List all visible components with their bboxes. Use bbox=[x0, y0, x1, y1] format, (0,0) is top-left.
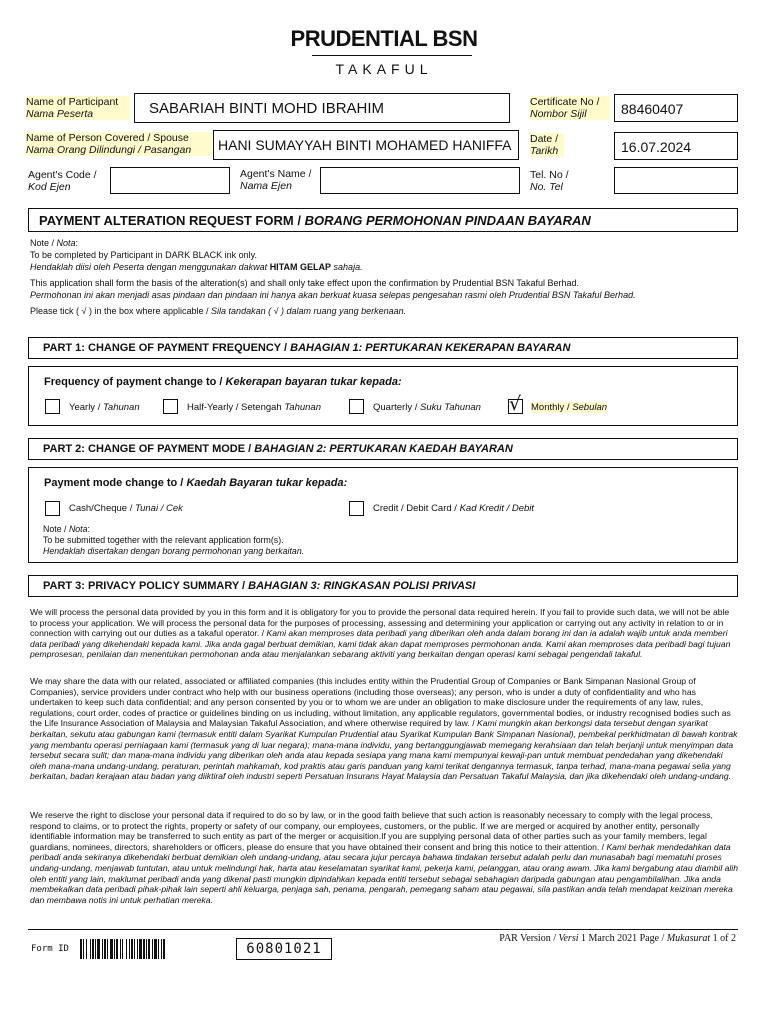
note-block: Note / Nota: To be completed by Participant in DARK BLACK ink only. Hendaklah diisi oleh Peserta dengan menggunakan dakwat HITAM GELAP sahaja. This application shall form the basis of the alteration(s) and shall only take effect upon the confirmation by Prudential BSN Takaful Berhad. Permohonan ini akan menjadi asas pindaan dan pindaan ini hanya akan berkuat kuasa selepas pengesahan rasmi oleh Prudential BSN Takaful Berhad. Please tick ( √ ) in the box where applicable / Sila tandakan ( √ ) dalam ruang yang berkenaan. bbox=[30, 238, 636, 316]
yearly-label: Yearly / Tahunan bbox=[69, 402, 140, 413]
credit-debit-checkbox[interactable] bbox=[349, 501, 364, 516]
part3-title: PART 3: PRIVACY POLICY SUMMARY / BAHAGIAN 3: RINGKASAN POLISI PRIVASI bbox=[43, 580, 476, 592]
date-field[interactable]: 16.07.2024 bbox=[614, 132, 738, 160]
brand-logo: PRUDENTIAL BSN bbox=[290, 26, 478, 51]
privacy-paragraph-1: We will process the personal data provided by you in this form and it is obligatory for you to provide the personal data required herein. If you fail to provide such data, we will not be able to process your application. We will process the personal data for the purposes of processing, assessing and determining your application or carrying out any activity in relation to or in connection with carrying out our duties as a takaful operator. / Kami akan memproses data peribadi yang diberikan oleh anda dalam borang ini dan ia adalah wajib untuk anda memberi data peribadi yang dikehendaki kepada kami. Jika anda gagal berbuat demikian, kami tidak akan dapat memproses permohonan anda. Kami akan memproses data peribadi bagi tujuan pemprosesan, penilaian dan menentukan permohonan anda atau menjalankan sebarang aktiviti yang berkaitan dengan operasi kami sebagai pengendali takaful. bbox=[30, 607, 731, 660]
certificate-label: Certificate No / Nombor Sijil bbox=[530, 96, 610, 120]
version-info: PAR Version / Versi 1 March 2021 Page / Mukasurat 1 of 2 bbox=[499, 933, 736, 944]
agent-code-label: Agent's Code / Kod Ejen bbox=[28, 169, 97, 193]
quarterly-label: Quarterly / Suku Tahunan bbox=[373, 402, 481, 413]
participant-name-field[interactable]: SABARIAH BINTI MOHD IBRAHIM bbox=[134, 93, 510, 123]
part2-title: PART 2: CHANGE OF PAYMENT MODE / BAHAGIAN 2: PERTUKARAN KAEDAH BAYARAN bbox=[43, 443, 513, 455]
tel-label: Tel. No / No. Tel bbox=[530, 169, 569, 193]
participant-label: Name of Participant Nama Peserta bbox=[26, 96, 130, 120]
cash-cheque-label: Cash/Cheque / Tunai / Cek bbox=[69, 503, 183, 514]
part1-title: PART 1: CHANGE OF PAYMENT FREQUENCY / BAHAGIAN 1: PERTUKARAN KEKERAPAN BAYARAN bbox=[43, 342, 571, 354]
monthly-checkbox[interactable] bbox=[508, 393, 523, 415]
part3-header bbox=[28, 575, 738, 597]
certificate-number-field[interactable]: 88460407 bbox=[614, 94, 738, 122]
form-id-label: Form ID bbox=[31, 944, 69, 954]
privacy-paragraph-3: We reserve the right to disclose your personal data if required to do so by law, or in the good faith believe that such action is reasonably necessary to comply with the legal process, respond to claims, or to protect the rights, property or safety of our company, our employees, customers, or the public. If we are merged or acquired by another entity, personally identifiable information may be transferred to such entity as part of the merger or acquisition.If you are supplying personal data of other parties such as your family members, legal guardians, nominees, directors, shareholders or officers, please do ensure that you have obtained their consent and bring this notice to their attention. / Kami berhak mendedahkan data peribadi anda sekiranya dikehendaki berbuat demikian oleh undang-undang, atau secara jujur percaya bahawa tindakan tersebut adalah perlu dan munasabah bagi mematuhi proses undang-undang, menjawab tuntutan, atau untuk melindungi hak, harta atau keselamatan syarikat kami, pekerja kami, pelanggan, atau orang awam. Jika kami bergabung atau diambil alih oleh entiti yang lain, maklumat peribadi anda yang dikenal pasti mungkin dipindahkan kepada entiti tersebut sebagai sebahagian daripada gabungan atau pengambilalihan. Jika anda membekalkan data peribadi pihak-pihak lain seperti ahli keluarga, penjaga sah, penama, pengarah, pemegang saham atau pegawai, sila pastikan anda telah mendapat keizinan mereka dan membawa notis ini untuk perhatian mereka. bbox=[30, 810, 738, 905]
yearly-checkbox[interactable] bbox=[45, 399, 60, 414]
form-title-box bbox=[28, 208, 738, 232]
part2-question: Payment mode change to / Kaedah Bayaran tukar kepada: bbox=[44, 477, 348, 489]
agent-code-field[interactable] bbox=[110, 167, 230, 194]
credit-debit-label: Credit / Debit Card / Kad Kredit / Debit bbox=[373, 503, 535, 514]
half-yearly-label: Half-Yearly / Setengah Tahunan bbox=[187, 402, 321, 413]
privacy-paragraph-2: We may share the data with our related, associated or affiliated companies (this includes entity within the Prudential Group of Companies or Bank Simpanan Nasional Group of Companies), service providers under contract who help with our business operations (including those overseas); any person, who is under a duty of confidentiality and who has undertaken to keep such data confidential; and any person consented by you or to whom we are under an obligation to make disclosure under the requirements of any law, rules, regulations, court order, codes of practice or guidelines binding on us including, without limitation, any applicable regulators, governmental bodies, or industry recognised bodies such as the Life Insurance Association of Malaysia and Malaysian Takaful Association, and where otherwise required by law. / Kami mungkin akan berkongsi data tersebut dengan syarikat berkaitan, sekutu atau gabungan kami (termasuk entiti dalam Syarikat Kumpulan Prudential atau Syarikat Kumpulan Bank Simpanan Nasional), pembekal perkhidmatan di bawah kontrak yang membantu operasi perniagaan kami (termasuk yang di luar negara); mana-mana individu, yang bertanggungjawab memegang kerahsiaan dan telah berjanji untuk menyimpan data tersebut secara sulit; dan mana-mana individu yang diberikan oleh anda atau kepada sesiapa yang mana kami mempunyai kewaji-pan untuk membuat pendedahan yang dikehendaki oleh mana-mana undang-undang, peraturan, perintah mahkamah, kod praktis atau garis panduan yang kami terikat dengannya termasuk, tanpa terhad, mana-mana pegawai selia yang berkaitan, badan kerajaan atau badan yang diiktiraf oleh industri seperti Persatuan Insurans Hayat Malaysia dan Persatuan Takaful Malaysia, dan jika dikehendaki oleh undang-undang. bbox=[30, 676, 738, 782]
part1-body bbox=[28, 366, 738, 426]
person-covered-field[interactable]: HANI SUMAYYAH BINTI MOHAMED HANIFFA bbox=[213, 130, 519, 160]
form-title: PAYMENT ALTERATION REQUEST FORM / BORANG PERMOHONAN PINDAAN BAYARAN bbox=[39, 213, 591, 228]
part1-header bbox=[28, 337, 738, 359]
agent-name-label: Agent's Name / Nama Ejen bbox=[240, 168, 312, 192]
cash-cheque-checkbox[interactable] bbox=[45, 501, 60, 516]
brand-subtitle: TAKAFUL bbox=[335, 61, 433, 77]
form-id-value: 60801021 bbox=[246, 941, 322, 957]
date-label: Date / Tarikh bbox=[530, 133, 564, 157]
quarterly-checkbox[interactable] bbox=[349, 399, 364, 414]
footer-rule bbox=[28, 929, 738, 930]
part2-note: Note / Nota: To be submitted together with the relevant application form(s). Hendaklah disertakan dengan borang permohonan yang berkaitan. bbox=[43, 524, 305, 556]
person-covered-label: Name of Person Covered / Spouse Nama Orang Dilindungi / Pasangan bbox=[26, 132, 212, 156]
part2-header bbox=[28, 438, 738, 460]
brand-divider bbox=[312, 55, 472, 56]
monthly-label: Monthly / Sebulan bbox=[531, 402, 608, 413]
part1-question: Frequency of payment change to / Kekerapan bayaran tukar kepada: bbox=[44, 376, 402, 388]
half-yearly-checkbox[interactable] bbox=[163, 399, 178, 414]
agent-name-field[interactable] bbox=[320, 167, 520, 194]
check-mark-icon: √ bbox=[509, 393, 522, 415]
tel-field[interactable] bbox=[614, 167, 738, 194]
barcode-icon bbox=[80, 939, 230, 959]
form-id-box bbox=[236, 938, 332, 960]
